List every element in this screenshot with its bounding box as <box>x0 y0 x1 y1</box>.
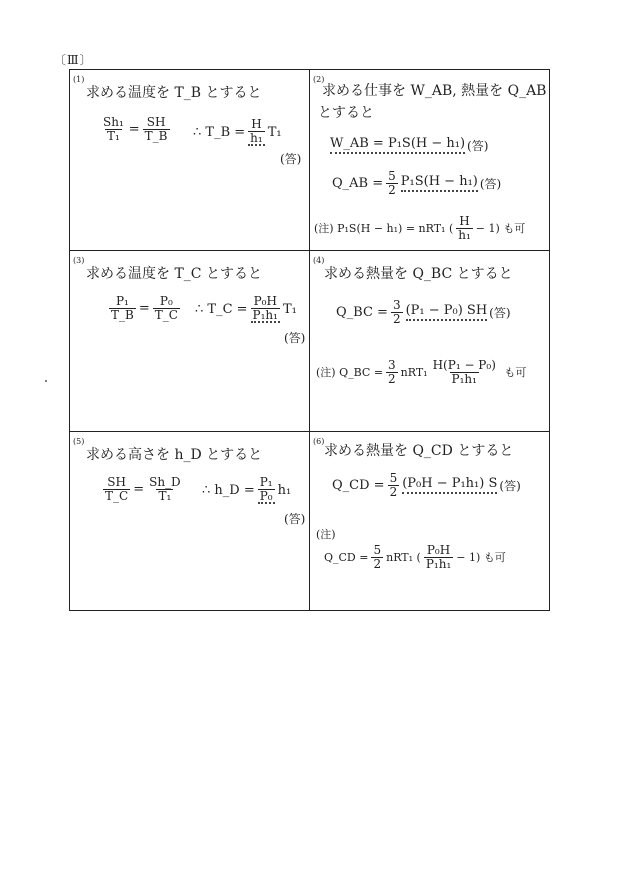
answer-mark: (答) <box>479 176 502 191</box>
heat-expression: (P₁ − P₀) SH <box>406 303 488 321</box>
result-lhs: ∴ T_C = <box>195 301 248 317</box>
answer-mark: (答) <box>489 305 511 320</box>
answer-cell-4 <box>310 251 550 431</box>
fraction-denominator: h₁ <box>458 227 471 242</box>
work-equation <box>330 136 488 154</box>
heat-lhs: Q_CD = <box>332 477 385 493</box>
note-tail: − 1) <box>456 550 481 564</box>
fraction-numerator: H(P₁ − P₀) <box>432 358 496 372</box>
heat-equation <box>336 299 511 325</box>
fraction-denominator: 2 <box>373 556 382 571</box>
intro-text: 求める熱量を Q_BC とすると <box>324 266 513 282</box>
heat-lhs: Q_BC = <box>336 304 388 320</box>
equation: $\frac{\text{P₁}}{T\_B}$ = $\frac{\text{P₀}}{T\_C}$ <box>111 294 178 322</box>
result-factor: h₁ <box>277 482 292 498</box>
fraction-numerator: H <box>459 214 470 228</box>
result-lhs: ∴ h_D = <box>202 482 255 498</box>
fraction-numerator: 3 <box>388 358 396 372</box>
note-ok: も可 <box>503 222 526 236</box>
answer-mark: (答) <box>284 331 306 345</box>
note-ok: も可 <box>504 366 527 380</box>
note-factor: nRT₁ ( <box>386 550 421 564</box>
note-equation <box>316 359 526 385</box>
fraction-denominator: T_B <box>144 128 168 143</box>
note-equation <box>314 215 525 241</box>
heat-equation <box>332 170 501 196</box>
fraction-numerator: 3 <box>392 298 401 312</box>
heat-equation <box>332 472 521 498</box>
intro-text: 求める温度を T_B とすると <box>86 85 262 101</box>
fraction-denominator: h₁ <box>250 130 263 145</box>
equation: $\frac{SH}{T\_C}$ = $\frac{Sh\_D}{\text{T₁}}$ <box>105 475 181 503</box>
fraction-denominator: T₁ <box>106 128 120 143</box>
result-equation <box>202 476 291 504</box>
answer-grid <box>69 69 550 611</box>
answer-cell-5 <box>70 432 310 612</box>
result-factor: T₁ <box>282 301 297 317</box>
fraction-denominator: 2 <box>388 182 396 197</box>
note-tail: − 1) <box>475 221 500 235</box>
equation: $\frac{\text{Sh₁}}{\text{T₁}}$ = $\frac{SH}{T\_B}$ <box>103 115 168 143</box>
fraction-numerator: 5 <box>373 543 382 557</box>
intro-text: 求める高さを h_D とすると <box>86 447 263 463</box>
heat-lhs: Q_AB = <box>332 175 384 191</box>
note-equation <box>324 544 506 570</box>
intro-text: 求める熱量を Q_CD とすると <box>324 443 514 459</box>
result-factor: T₁ <box>267 124 282 140</box>
fraction-denominator: P₁h₁ <box>425 556 452 571</box>
fraction-numerator: Sh₁ <box>103 115 124 129</box>
cell-number: (1) <box>73 75 85 84</box>
fraction-denominator: P₁h₁ <box>451 371 477 386</box>
answer-cell-6 <box>310 432 550 612</box>
note-label: (注) <box>314 222 334 236</box>
result-lhs: ∴ T_B = <box>193 124 246 140</box>
result-equation <box>195 295 297 323</box>
section-header: 〔Ⅲ〕 <box>54 53 93 67</box>
note-lhs: Q_CD = <box>324 550 369 564</box>
work-expression: W_AB = P₁S(H − h₁) <box>330 136 465 154</box>
fraction-denominator: T_B <box>111 307 134 322</box>
answer-mark: (答) <box>280 152 302 166</box>
fraction-denominator: P₀ <box>259 488 273 503</box>
answer-mark: (答) <box>499 478 521 493</box>
fraction-denominator: T₁ <box>158 488 172 503</box>
heat-expression: (P₀H − P₁h₁) S <box>402 476 497 494</box>
cell-number: (5) <box>73 437 85 446</box>
fraction-denominator: T_C <box>105 488 129 503</box>
answer-cell-2 <box>310 70 550 250</box>
cell-number: (6) <box>313 437 325 446</box>
note-label: (注) <box>316 528 336 541</box>
note-lhs: Q_BC = <box>339 365 384 379</box>
fraction-numerator: P₁ <box>259 475 273 489</box>
fraction-numerator: 5 <box>389 471 398 485</box>
intro-text: 求める仕事を W_AB, 熱量を Q_AB <box>322 83 547 99</box>
fraction-denominator: T_C <box>154 307 178 322</box>
fraction-denominator: 2 <box>389 484 398 499</box>
stray-dot <box>45 380 47 382</box>
answer-mark: (答) <box>284 512 306 526</box>
fraction-denominator: 2 <box>388 371 396 386</box>
answer-cell-1 <box>70 70 310 250</box>
fraction-numerator: Sh_D <box>149 475 181 489</box>
fraction-numerator: 5 <box>388 169 396 183</box>
note-ok: も可 <box>483 551 506 565</box>
cell-number: (3) <box>73 256 85 265</box>
heat-expression: P₁S(H − h₁) <box>401 174 478 192</box>
answer-mark: (答) <box>467 138 489 153</box>
intro-text: 求める温度を T_C とすると <box>86 266 262 282</box>
note-factor: nRT₁ <box>400 365 428 379</box>
intro-text-cont: とすると <box>318 105 374 121</box>
fraction-numerator: P₀H <box>253 294 277 308</box>
cell-number: (4) <box>313 256 325 265</box>
cell-number: (2) <box>313 75 325 84</box>
result-equation <box>193 118 282 146</box>
fraction-numerator: P₀H <box>426 543 451 557</box>
fraction-numerator: SH <box>146 115 166 129</box>
fraction-numerator: P₁ <box>115 294 129 308</box>
fraction-denominator: 2 <box>392 311 401 326</box>
note-label: (注) <box>316 366 336 380</box>
note-label-line <box>316 526 336 542</box>
fraction-numerator: SH <box>107 475 126 489</box>
fraction-denominator: P₁h₁ <box>252 307 278 322</box>
note-expression: P₁S(H − h₁) = nRT₁ ( <box>337 221 454 235</box>
fraction-numerator: P₀ <box>159 294 173 308</box>
fraction-numerator: H <box>251 117 262 131</box>
answer-cell-3 <box>70 251 310 431</box>
